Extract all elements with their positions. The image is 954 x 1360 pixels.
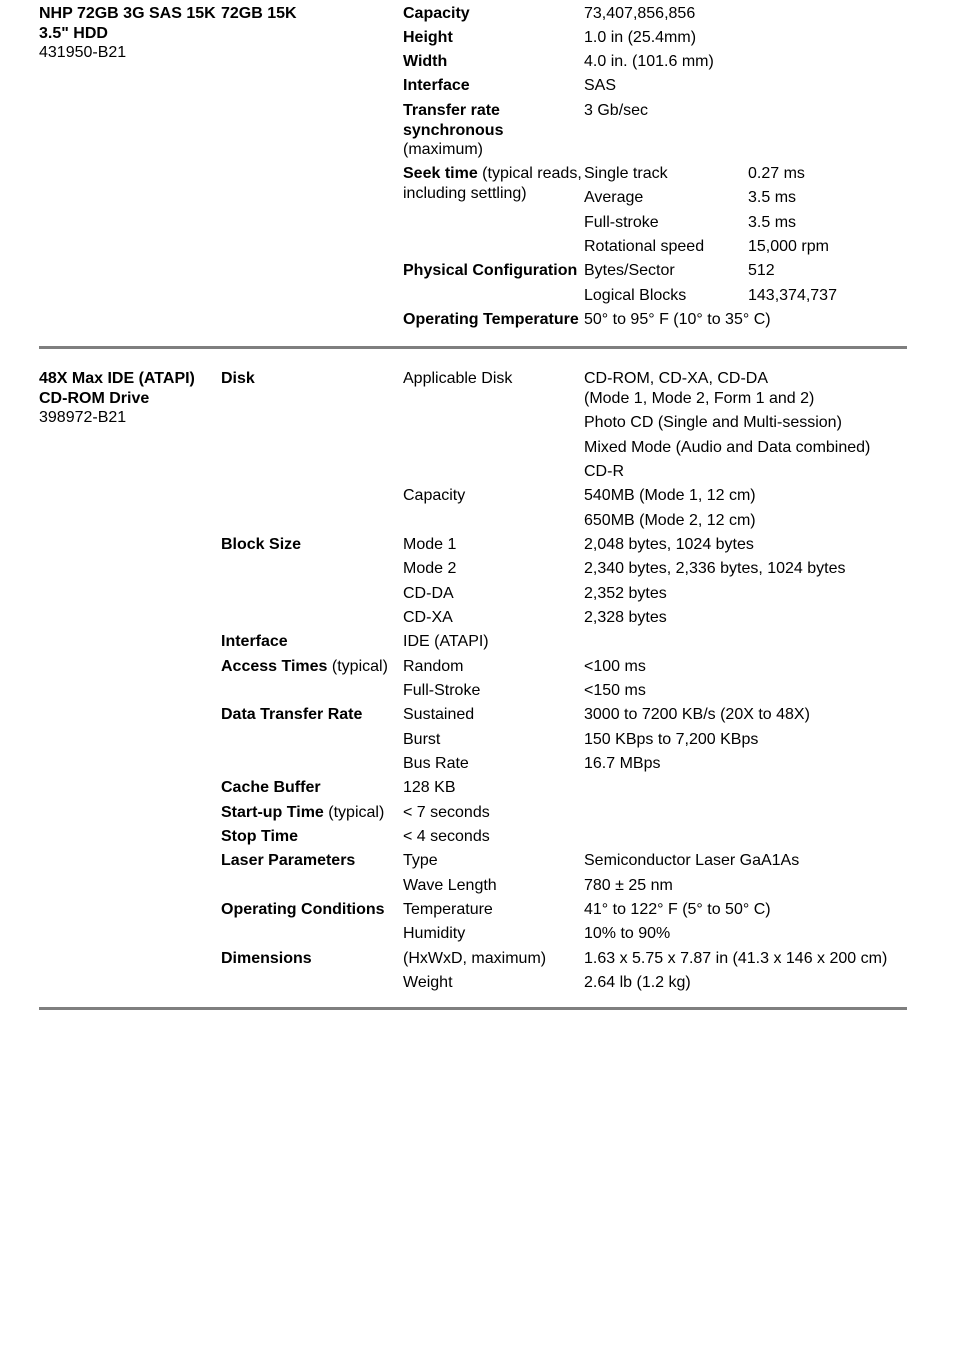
- hdd-seek-row-label: Average: [584, 189, 644, 206]
- cdrom-interface-value: IDE (ATAPI): [403, 633, 489, 650]
- hdd-interface-value: SAS: [584, 77, 617, 94]
- hdd-seek-row-value: 3.5 ms: [748, 189, 797, 206]
- hdd-physical-row-value: 143,374,737: [748, 287, 837, 304]
- cdrom-block-row-label: Mode 1: [403, 536, 457, 553]
- hdd-optemp-value: 50° to 95° F (10° to 35° C): [584, 311, 771, 328]
- cdrom-laser-row-value: Semiconductor Laser GaA1As: [584, 852, 800, 869]
- hdd-physical-label: Physical Configuration: [403, 262, 578, 279]
- hdd-product-cell: [39, 4, 219, 63]
- section-divider: [39, 346, 907, 349]
- cdrom-dim-row-value: 2.64 lb (1.2 kg): [584, 974, 691, 991]
- cdrom-laser-row-label: Type: [403, 852, 438, 869]
- cdrom-opcond-row-value: 41° to 122° F (5° to 50° C): [584, 901, 771, 918]
- cdrom-access-row-value: <100 ms: [584, 658, 646, 675]
- hdd-product-name-line2: 3.5" HDD: [39, 24, 108, 42]
- cdrom-startup-value: < 7 seconds: [403, 804, 490, 821]
- cdrom-startup-label-bold: Start-up Time: [221, 804, 324, 821]
- cdrom-product-name-line2: CD-ROM Drive: [39, 389, 150, 407]
- hdd-seek-label: [403, 164, 582, 203]
- cdrom-block-row-value: 2,340 bytes, 2,336 bytes, 1024 bytes: [584, 560, 846, 577]
- cdrom-block-row-label: CD-XA: [403, 609, 453, 626]
- cdrom-opcond-label: Operating Conditions: [221, 901, 385, 918]
- cdrom-interface-label: Interface: [221, 633, 288, 650]
- cdrom-access-label-rest: (typical): [327, 658, 388, 675]
- hdd-product-name-line1: NHP 72GB 3G SAS 15K: [39, 5, 216, 22]
- hdd-seek-row-value: 3.5 ms: [748, 214, 797, 231]
- hdd-part-number: 431950-B21: [39, 44, 127, 61]
- hdd-physical-row-label: Logical Blocks: [584, 287, 687, 304]
- hdd-width-label: Width: [403, 53, 448, 70]
- hdd-seek-row-value: 0.27 ms: [748, 165, 805, 182]
- hdd-seek-row-label: Full-stroke: [584, 214, 659, 231]
- hdd-optemp-label: Operating Temperature: [403, 311, 579, 328]
- cdrom-spec-section: [39, 369, 907, 999]
- cdrom-laser-row-label: Wave Length: [403, 877, 497, 894]
- cdrom-stop-label: Stop Time: [221, 828, 299, 845]
- hdd-model: 72GB 15K: [221, 5, 297, 22]
- cdrom-dtr-row-value: 3000 to 7200 KB/s (20X to 48X): [584, 706, 810, 723]
- hdd-physical-row-label: Bytes/Sector: [584, 262, 675, 279]
- cdrom-dim-row-label: (HxWxD, maximum): [403, 950, 547, 967]
- hdd-seek-row-label: Rotational speed: [584, 238, 705, 255]
- cdrom-stop-value: < 4 seconds: [403, 828, 490, 845]
- cdrom-opcond-row-value: 10% to 90%: [584, 925, 671, 942]
- hdd-physical-row-value: 512: [748, 262, 775, 279]
- cdrom-laser-label: Laser Parameters: [221, 852, 356, 869]
- cdrom-access-row-value: <150 ms: [584, 682, 646, 699]
- cdrom-block-row-value: 2,352 bytes: [584, 585, 667, 602]
- cdrom-block-row-value: 2,048 bytes, 1024 bytes: [584, 536, 754, 553]
- cdrom-startup-label-rest: (typical): [323, 804, 385, 821]
- hdd-seek-row-label: Single track: [584, 165, 668, 182]
- hdd-seek-label-line2: including settling): [403, 184, 527, 202]
- cdrom-access-row-label: Random: [403, 658, 464, 675]
- hdd-capacity-label: Capacity: [403, 5, 470, 22]
- cdrom-block-label: Block Size: [221, 536, 302, 553]
- cdrom-block-row-value: 2,328 bytes: [584, 609, 667, 626]
- cdrom-capacity-value: 650MB (Mode 2, 12 cm): [584, 512, 756, 529]
- cdrom-access-label: [221, 657, 388, 677]
- cdrom-applicable-label: Applicable Disk: [403, 370, 513, 387]
- cdrom-laser-row-value: 780 ± 25 nm: [584, 877, 673, 894]
- cdrom-part-number: 398972-B21: [39, 409, 127, 426]
- hdd-capacity-value: 73,407,856,856: [584, 5, 696, 22]
- cdrom-dim-label: Dimensions: [221, 950, 312, 967]
- hdd-seek-label-rest: (typical reads,: [477, 165, 582, 182]
- cdrom-product-cell: [39, 369, 219, 428]
- hdd-height-label: Height: [403, 29, 453, 46]
- cdrom-dtr-label: Data Transfer Rate: [221, 706, 363, 723]
- cdrom-dtr-row-label: Sustained: [403, 706, 475, 723]
- hdd-transfer-label-line2: synchronous: [403, 121, 504, 139]
- cdrom-opcond-row-label: Humidity: [403, 925, 466, 942]
- cdrom-opcond-row-label: Temperature: [403, 901, 493, 918]
- hdd-height-value: 1.0 in (25.4mm): [584, 29, 697, 46]
- cdrom-dtr-row-value: 150 KBps to 7,200 KBps: [584, 731, 759, 748]
- cdrom-product-name-line1: 48X Max IDE (ATAPI): [39, 370, 195, 387]
- hdd-transfer-label: [403, 101, 503, 160]
- cdrom-block-row-label: CD-DA: [403, 585, 454, 602]
- cdrom-dim-row-value: 1.63 x 5.75 x 7.87 in (41.3 x 146 x 200 cm): [584, 950, 888, 967]
- cdrom-applicable-value: CD-ROM, CD-XA, CD-DA: [584, 370, 768, 387]
- hdd-width-value: 4.0 in. (101.6 mm): [584, 53, 714, 70]
- cdrom-dtr-row-label: Burst: [403, 731, 441, 748]
- cdrom-startup-label: [221, 803, 384, 823]
- cdrom-dtr-row-label: Bus Rate: [403, 755, 469, 772]
- section-divider: [39, 1007, 907, 1010]
- hdd-seek-row-value: 15,000 rpm: [748, 238, 829, 255]
- cdrom-disk-label: Disk: [221, 370, 255, 387]
- cdrom-access-label-bold: Access Times: [221, 658, 328, 675]
- cdrom-applicable-value: Photo CD (Single and Multi-session): [584, 414, 842, 431]
- cdrom-capacity-value: 540MB (Mode 1, 12 cm): [584, 487, 756, 504]
- cdrom-applicable-value: CD-R: [584, 463, 624, 480]
- hdd-transfer-value: 3 Gb/sec: [584, 102, 649, 119]
- hdd-spec-section: [39, 4, 907, 344]
- cdrom-access-row-label: Full-Stroke: [403, 682, 481, 699]
- hdd-transfer-label-line1: Transfer rate: [403, 102, 500, 119]
- cdrom-cache-value: 128 KB: [403, 779, 456, 796]
- cdrom-applicable-value: Mixed Mode (Audio and Data combined): [584, 439, 871, 456]
- cdrom-cache-label: Cache Buffer: [221, 779, 321, 796]
- hdd-seek-label-bold: Seek time: [403, 165, 478, 182]
- cdrom-dim-row-label: Weight: [403, 974, 453, 991]
- hdd-interface-label: Interface: [403, 77, 470, 94]
- cdrom-block-row-label: Mode 2: [403, 560, 457, 577]
- cdrom-applicable-value: (Mode 1, Mode 2, Form 1 and 2): [584, 390, 815, 407]
- cdrom-dtr-row-value: 16.7 MBps: [584, 755, 661, 772]
- cdrom-capacity-label: Capacity: [403, 487, 466, 504]
- hdd-transfer-label-line3: (maximum): [403, 141, 483, 158]
